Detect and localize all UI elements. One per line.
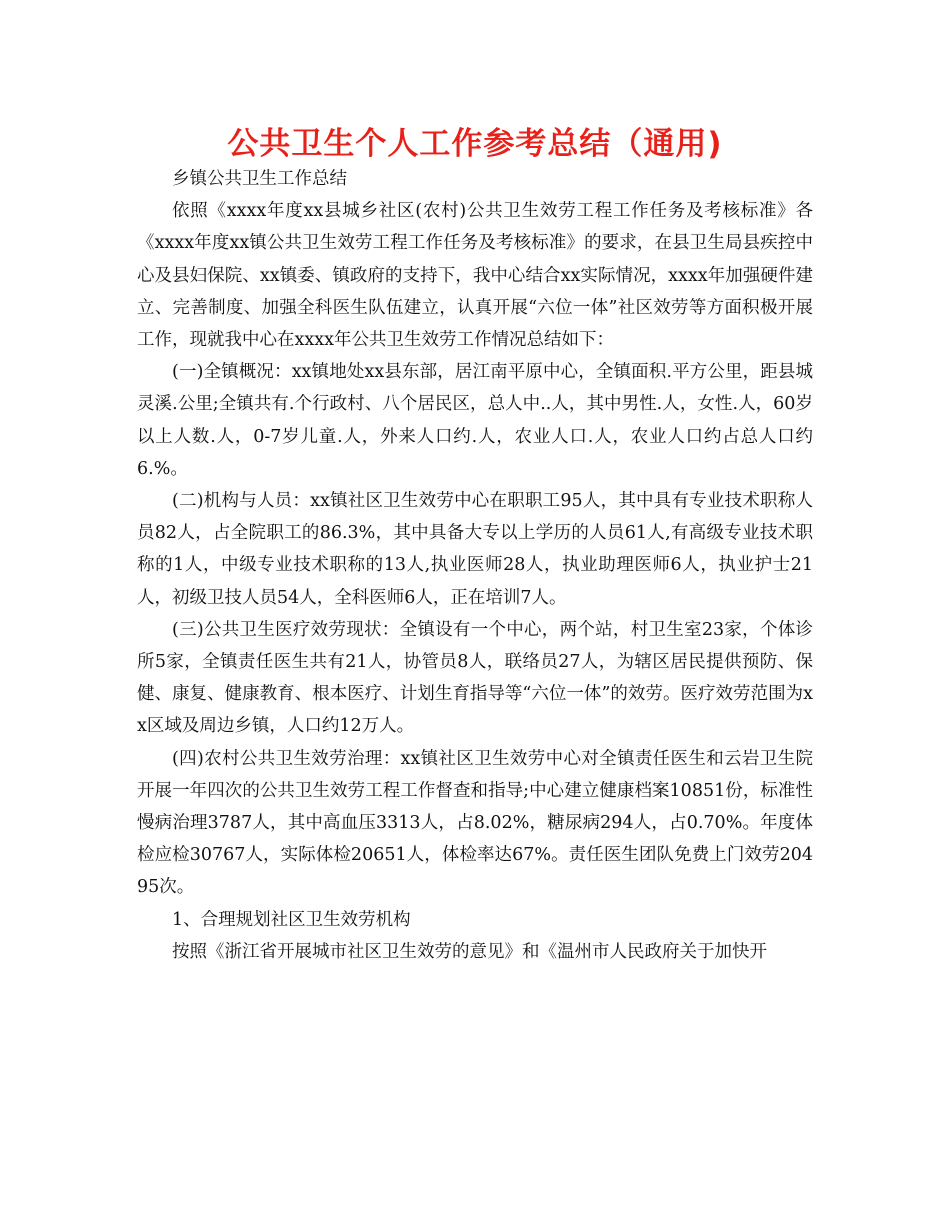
document-title: 公共卫生个人工作参考总结（通用) bbox=[227, 126, 723, 162]
section-heading: 乡镇公共卫生工作总结 bbox=[172, 169, 347, 189]
paragraph-planning: 按照《浙江省开展城市社区卫生效劳的意见》和《温州市人民政府关于加快开 bbox=[172, 941, 767, 962]
intro-paragraph: 依照《xxxx年度xx县城乡社区(农村)公共卫生效劳工程工作任务及考核标准》各《xxxx年度xx镇公共卫生效劳工程工作任务及考核标准》的要求，在县卫生局县疾控中心及县妇保院、xx镇委、镇政府的支持下，我中心结合xx实际情况，xxxx年加强硬件建立、完善制度、加强全科医生队伍建立，认真开展“六位一体”社区效劳等方面积极开展工作，现就我中心在xxxx年公共卫生效劳工作情况总结如下： bbox=[137, 201, 813, 351]
document-body bbox=[137, 163, 813, 968]
paragraph-staff: (二)机构与人员：xx镇社区卫生效劳中心在职职工95人，其中具有专业技术职称人员82人，占全院职工的86.3%，其中具备大专以上学历的人员61人,有高级专业技术职称的1人，中级专业技术职称的13人,执业医师28人，执业助理医师6人，执业护士21人，初级卫技人员54人，全科医师6人，正在培训7人。 bbox=[137, 491, 813, 608]
subheading-planning: 1、合理规划社区卫生效劳机构 bbox=[172, 909, 411, 930]
paragraph-management: (四)农村公共卫生效劳治理：xx镇社区卫生效劳中心对全镇责任医生和云岩卫生院开展一年四次的公共卫生效劳工程工作督查和指导;中心建立健康档案10851份，标准性慢病治理3787人，其中高血压3313人，占8.02%，糖尿病294人，占0.70%。年度体检应检30767人，实际体检20651人，体检率达67%。责任医生团队免费上门效劳20495次。 bbox=[137, 748, 813, 898]
paragraph-services: (三)公共卫生医疗效劳现状：全镇设有一个中心，两个站，村卫生室23家，个体诊所5家，全镇责任医生共有21人，协管员8人，联络员27人，为辖区居民提供预防、保健、康复、健康教育、根本医疗、计划生育指导等“六位一体”的效劳。医疗效劳范围为xx区域及周边乡镇，人口约12万人。 bbox=[137, 619, 813, 737]
paragraph-overview: (一)全镇概况：xx镇地处xx县东部，居江南平原中心，全镇面积.平方公里，距县城灵溪.公里;全镇共有.个行政村、八个居民区，总人中..人，其中男性.人，女性.人，60岁以上人数.人，0-7岁儿童.人，外来人口约.人，农业人口.人，农业人口约占总人口约6.%。 bbox=[137, 362, 813, 479]
